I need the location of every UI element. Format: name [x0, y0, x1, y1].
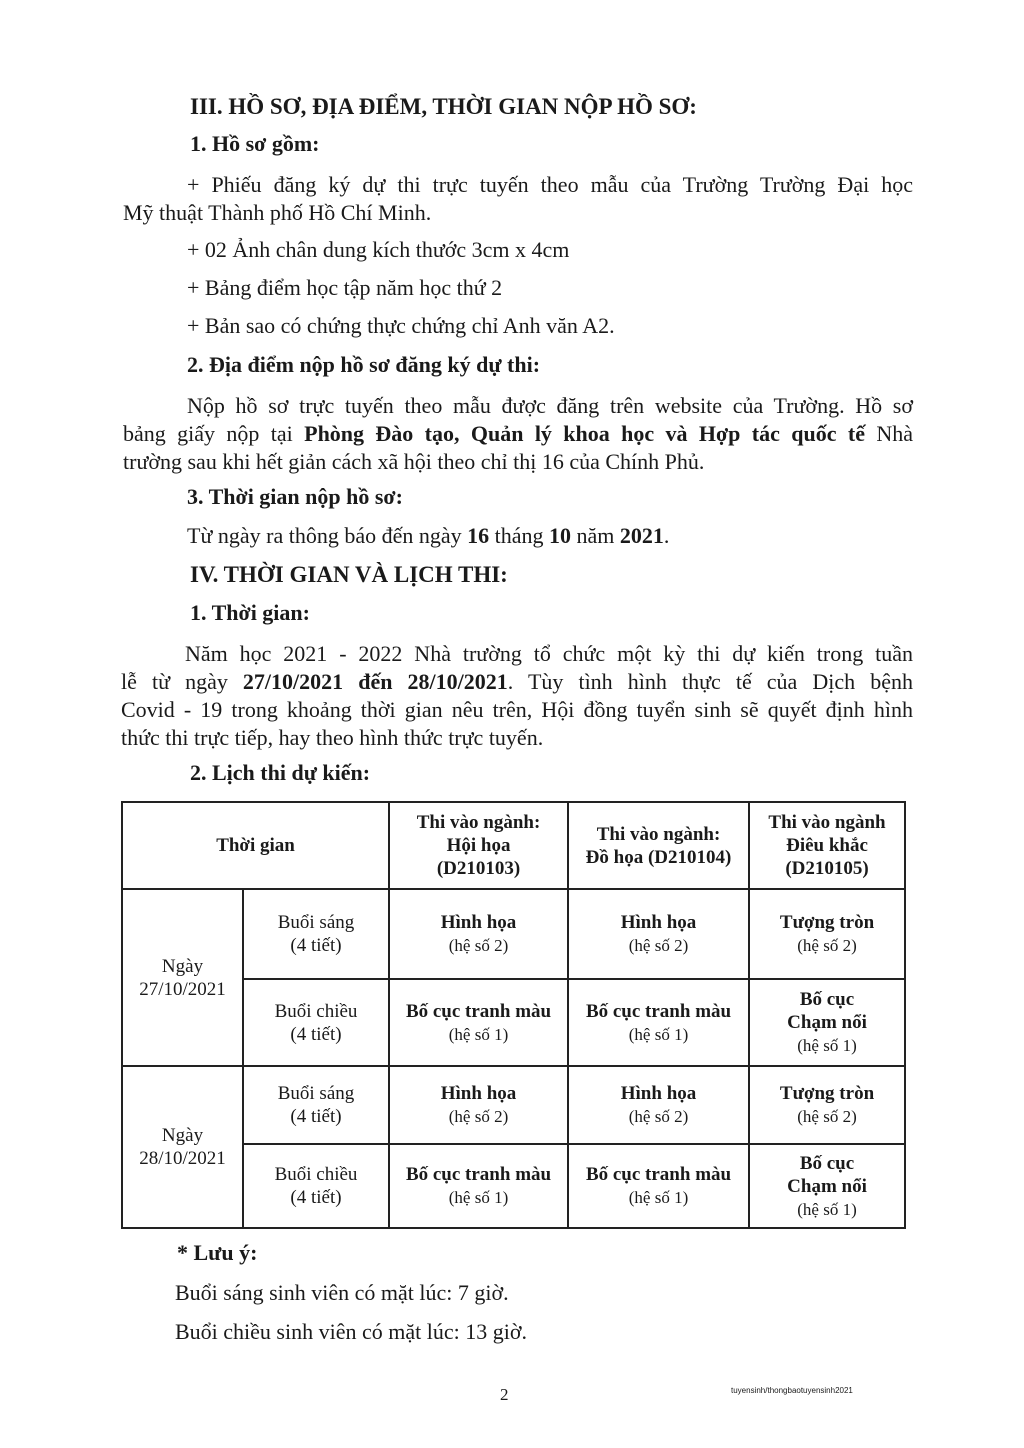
paragraph-line: thức thi trực tiếp, hay theo hình thức trực tuyến.	[121, 725, 544, 750]
subject-cell: Tượng tròn (hệ số 2)	[749, 889, 905, 979]
section4-heading: IV. THỜI GIAN VÀ LỊCH THI:	[190, 562, 508, 587]
paragraph-line: Covid - 19 trong khoảng thời gian nêu trên, Hội đồng tuyển sinh sẽ quyết định hình	[121, 697, 913, 722]
paragraph-line: Năm học 2021 - 2022 Nhà trường tổ chức một kỳ thi dự kiến trong tuần	[185, 641, 913, 666]
subject-cell: Hình họa (hệ số 2)	[389, 1066, 568, 1144]
section3-item-1: + Phiếu đăng ký dự thi trực tuyến theo mẫu của Trường Trường Đại học	[187, 172, 913, 197]
subject-cell: Hình họa (hệ số 2)	[389, 889, 568, 979]
section4-sub1-paragraph	[121, 640, 913, 752]
session-cell: Buổi sáng (4 tiết)	[243, 1066, 389, 1144]
subject-cell: Bố cục Chạm nổi (hệ số 1)	[749, 979, 905, 1066]
paragraph-line: bảng giấy nộp tại Phòng Đào tạo, Quản lý khoa học và Hợp tác quốc tế Nhà	[123, 421, 913, 446]
subject-cell: Bố cục tranh màu (hệ số 1)	[568, 1144, 749, 1228]
section3-sub2-heading: 2. Địa điểm nộp hồ sơ đăng ký dự thi:	[187, 352, 541, 377]
section3-sub2-paragraph	[123, 392, 913, 476]
subject-cell: Bố cục tranh màu (hệ số 1)	[389, 979, 568, 1066]
header-sculpture: Thi vào ngành Điêu khắc (D210105)	[749, 802, 905, 889]
subject-cell: Hình họa (hệ số 2)	[568, 1066, 749, 1144]
session-cell: Buổi chiều (4 tiết)	[243, 1144, 389, 1228]
page-number: 2	[500, 1385, 509, 1404]
section3-sub3-text: Từ ngày ra thông báo đến ngày 16 tháng 10 năm 2021.	[187, 523, 670, 548]
section4-sub1-heading: 1. Thời gian:	[190, 600, 310, 625]
subject-cell: Bố cục Chạm nổi (hệ số 1)	[749, 1144, 905, 1228]
section3-sub3-heading: 3. Thời gian nộp hồ sơ:	[187, 484, 403, 509]
header-graphics: Thi vào ngành: Đồ họa (D210104)	[568, 802, 749, 889]
table-row	[122, 889, 905, 979]
note-line-2: Buổi chiều sinh viên có mặt lúc: 13 giờ.	[175, 1319, 527, 1344]
subject-cell: Hình họa (hệ số 2)	[568, 889, 749, 979]
paragraph-line: Nộp hồ sơ trực tuyến theo mẫu được đăng trên website của Trường. Hồ sơ	[187, 393, 913, 418]
exam-schedule-table	[121, 801, 906, 1229]
subject-cell: Bố cục tranh màu (hệ số 1)	[568, 979, 749, 1066]
header-painting: Thi vào ngành: Hội họa (D210103)	[389, 802, 568, 889]
table-row	[122, 1066, 905, 1144]
subject-cell: Tượng tròn (hệ số 2)	[749, 1066, 905, 1144]
table-header-row	[122, 802, 905, 889]
session-cell: Buổi sáng (4 tiết)	[243, 889, 389, 979]
section3-heading: III. HỒ SƠ, ĐỊA ĐIỂM, THỜI GIAN NỘP HỒ SƠ:	[190, 94, 697, 119]
day-cell: Ngày 28/10/2021	[122, 1066, 243, 1228]
footer-tag: tuyensinh/thongbaotuyensinh2021	[731, 1386, 853, 1395]
note-line-1: Buổi sáng sinh viên có mặt lúc: 7 giờ.	[175, 1280, 509, 1305]
header-time: Thời gian	[122, 802, 389, 889]
note-heading: * Lưu ý:	[177, 1240, 258, 1265]
day-cell: Ngày 27/10/2021	[122, 889, 243, 1066]
section3-item-4: + Bản sao có chứng thực chứng chỉ Anh văn A2.	[187, 313, 615, 338]
paragraph-line: lễ từ ngày 27/10/2021 đến 28/10/2021. Tùy tình hình thực tế của Dịch bệnh	[121, 669, 913, 694]
subject-cell: Bố cục tranh màu (hệ số 1)	[389, 1144, 568, 1228]
section3-sub1-heading: 1. Hồ sơ gồm:	[190, 131, 320, 156]
paragraph-line: trường sau khi hết giản cách xã hội theo chỉ thị 16 của Chính Phủ.	[123, 449, 705, 474]
section3-item-2: + 02 Ảnh chân dung kích thước 3cm x 4cm	[187, 237, 570, 262]
section3-item-3: + Bảng điểm học tập năm học thứ 2	[187, 275, 503, 300]
session-cell: Buổi chiều (4 tiết)	[243, 979, 389, 1066]
section3-item-1-cont: Mỹ thuật Thành phố Hồ Chí Minh.	[123, 200, 432, 225]
section4-sub2-heading: 2. Lịch thi dự kiến:	[190, 760, 371, 785]
